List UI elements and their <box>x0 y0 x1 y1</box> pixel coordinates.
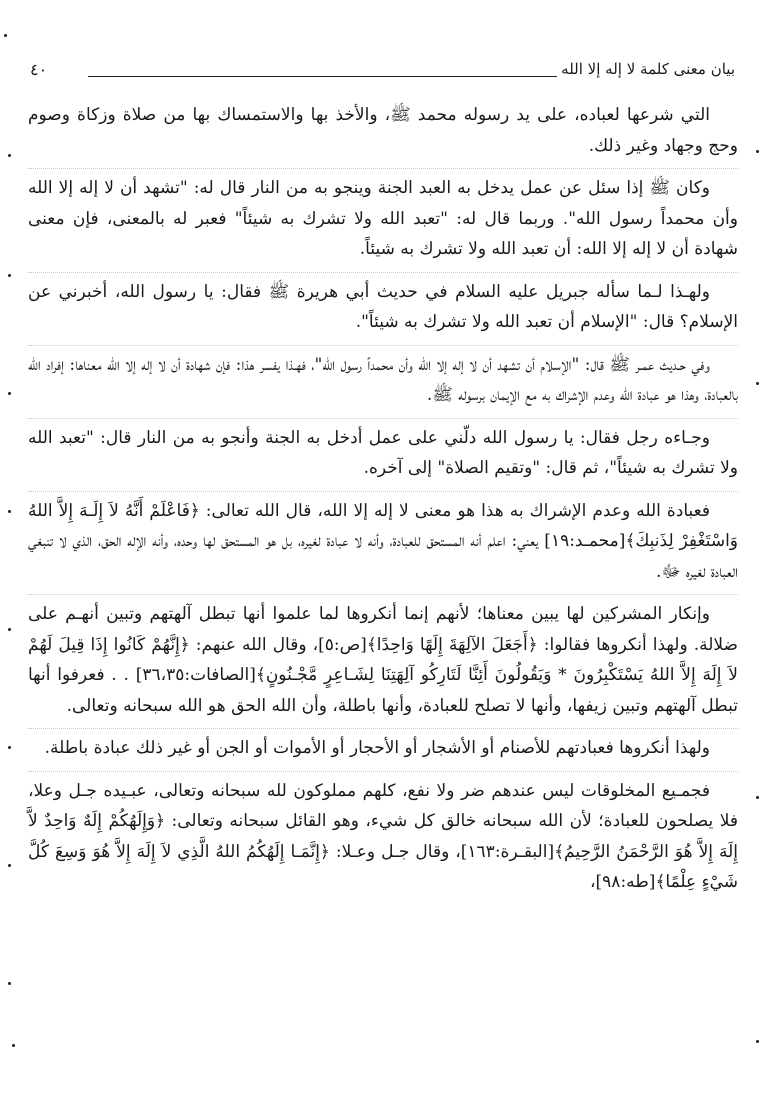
body-text <box>28 96 738 905</box>
paragraph: وكان ﷺ إذا سئل عن عمل يدخل به العبد الجنة وينجو به من النار قال له: "تشهد أن لا إله إلا الله وأن محمداً رسول الله". وربما قال له: "تعبد الله ولا تشرك به شيئاً" فعبر له بالمعنى، فإن معنى شهادة أن لا إله إلا الله: أن تعبد الله ولا تشرك به شيئاً. <box>28 169 738 273</box>
margin-dot <box>8 982 11 985</box>
margin-dot <box>756 150 759 153</box>
margin-dot <box>8 154 11 157</box>
margin-dot <box>12 1044 15 1047</box>
margin-dot <box>8 746 11 749</box>
paragraph: فجمـيع المخلوقات ليس عندهم ضر ولا نفع، كلهم مملوكون لله سبحانه وتعالى، عبـيده جـل وعلا، فلا يصلحون للعبادة؛ لأن الله سبحانه خالق كل شيء، وهو القائل سبحانه وتعالى: ﴿وَإِلَهُكُمْ إِلَهٌ وَاحِدٌ لاَّ إِلَهَ إِلاَّ هُوَ الرَّحْمَنُ الرَّحِيمُ﴾[البقـرة:١٦٣]، وقال جـل وعـلا: ﴿إِنَّمَـا إِلَهُكُمُ اللهُ الَّذِي لاَ إِلَهَ إِلاَّ هُوَ وَسِعَ كُلَّ شَيْءٍ عِلْمًا﴾[طه:٩٨]، <box>28 780 738 892</box>
margin-dot <box>756 1040 759 1043</box>
margin-dot <box>8 274 11 277</box>
running-title: بيان معنى كلمة لا إله إلا الله <box>561 60 735 78</box>
page-header <box>30 58 735 86</box>
page-number: ٤٠ <box>30 60 48 79</box>
paragraph: وفي حـديث عمـر ﷺ قال: "الإسلام أن تشهد أن لا إله إلا الله وأن محمداً رسول الله"، فهـذا يفسر هذا: فإن شهادة أن لا إله إلا الله معناها: إفراد الله بالعبادة، وهذا هو عبادة الله وعدم الإشراك به مع الإيمان برسوله ﷺ. <box>28 346 738 419</box>
margin-dot <box>8 628 11 631</box>
margin-dot <box>8 864 11 867</box>
paragraph: التي شرعها لعباده، على يد رسوله محمد ﷺ، والأخذ بها والاستمساك بها من صلاة وزكاة وصوم وحج وجهاد وغير ذلك. <box>28 96 738 169</box>
margin-dot <box>8 392 11 395</box>
paragraph: فعبادة الله وعدم الإشراك به هذا هو معنى لا إله إلا الله، قال الله تعالى: ﴿فَاعْلَمْ أَنَّهُ لاَ إِلَـهَ إِلاَّ اللهُ وَاسْتَغْفِرْ لِذَنبِكَ﴾[محمـد:١٩] يعني: اعلم أنه المستحق للعبادة، وأنه لا عبادة لغيره، بل هو المستحق لها وحده، وأنه الإله الحق، الذي لا تنبغي العبادة لغيره ﷻ. <box>28 492 738 596</box>
margin-dot <box>756 796 759 799</box>
paragraph: وجـاءه رجل فقال: يا رسول الله دلّني على عمل أدخل به الجنة وأنجو به من النار قال: "تعبد الله ولا تشرك به شيئاً"، ثم قال: "وتقيم الصلاة" إلى آخره. <box>28 419 738 492</box>
margin-dot <box>8 510 11 513</box>
margin-dot <box>4 34 7 37</box>
paragraph: وإنكار المشركين لها يبين معناها؛ لأنهم إنما أنكروها لما علموا أنها تبطل آلهتهم وتبين أنهـم على ضلالة. ولهذا أنكروها فقالوا: ﴿أَجَعَلَ الآلِهَةَ إِلَهًا وَاحِدًا﴾[ص:٥]، وقال الله عنهم: ﴿إِنَّهُمْ كَانُوا إِذَا قِيلَ لَهُمْ لاَ إِلَهَ إِلاَّ اللهُ يَسْتَكْبِرُونَ * وَيَقُولُونَ أَئِنَّا لَتَارِكُو آلِهَتِنَا لِشَـاعِرٍ مَّجْـنُونٍ﴾[الصافات:٣٦،٣٥] . . فعرفوا أنها تبطل آلهتهم وتبين زيفها، وأنها لا تصلح للعبادة، وأنها باطلة، وأن الله الحق هو الله سبحانه وتعالى. <box>28 595 738 729</box>
header-rule <box>88 76 557 77</box>
margin-dot <box>756 382 759 385</box>
paragraph: ولهذا أنكروها فعبادتهم للأصنام أو الأشجار أو الأحجار أو الأموات أو الجن أو غير ذلك عبادة باطلة. <box>28 729 738 772</box>
paragraph: ولهـذا لـما سأله جبريل عليه السلام في حديث أبي هريرة ﷺ فقال: يا رسول الله، أخبرني عن الإسلام؟ قال: "الإسلام أن تعبد الله ولا تشرك به شيئاً". <box>28 273 738 346</box>
